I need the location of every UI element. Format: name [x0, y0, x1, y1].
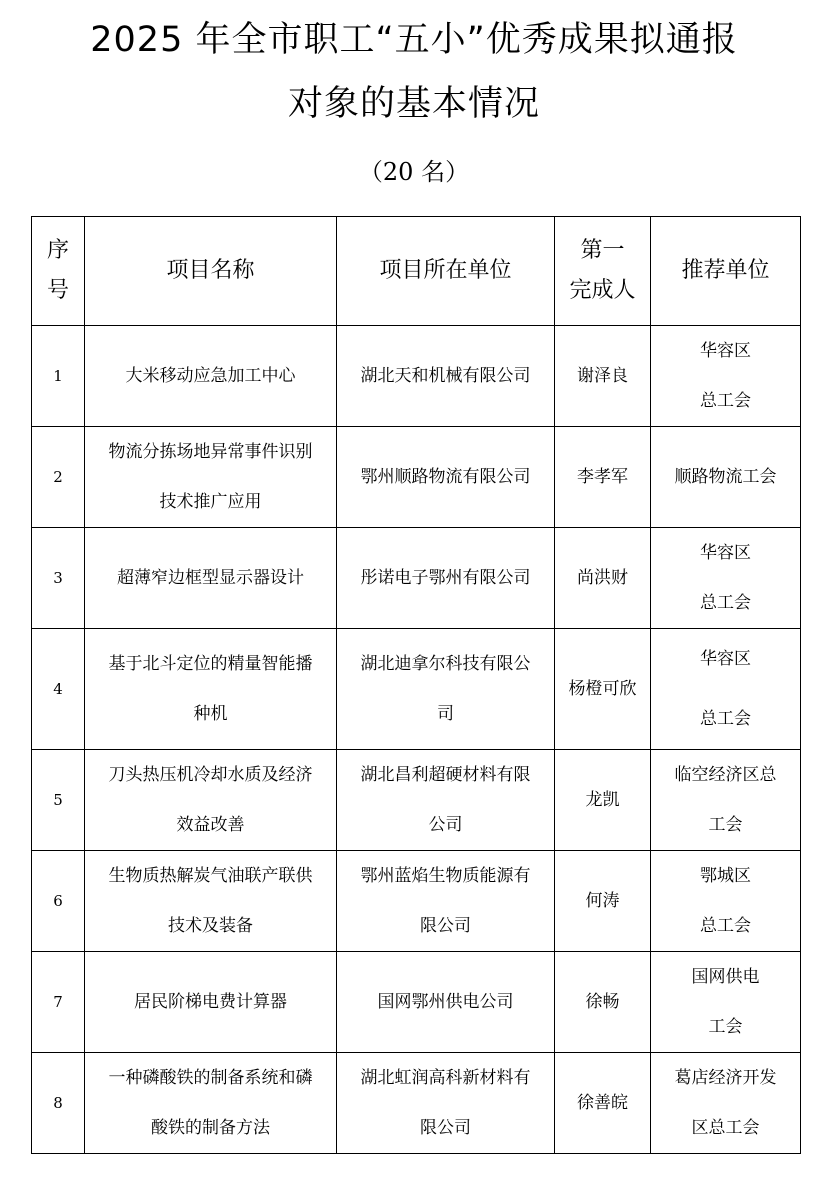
table-row	[32, 851, 801, 952]
project-name-line: 物流分拣场地异常事件识别	[108, 442, 313, 462]
project-unit-line: 湖北虹润高科新材料有	[360, 1068, 531, 1088]
recommender-line: 总工会	[700, 709, 751, 729]
recommender-line: 总工会	[700, 391, 751, 411]
row-number: 7	[32, 952, 85, 1053]
project-unit	[337, 952, 555, 1053]
table-header-row	[32, 217, 801, 326]
header-recommender: 推荐单位	[651, 217, 801, 326]
recommender	[651, 326, 801, 427]
project-name-line: 居民阶梯电费计算器	[134, 992, 287, 1012]
project-name-line: 刀头热压机冷却水质及经济	[108, 765, 313, 785]
recommender-line: 葛店经济开发	[674, 1068, 777, 1088]
recommender	[651, 528, 801, 629]
recommender-line: 华容区	[700, 341, 751, 361]
first-contributor: 尚洪财	[555, 528, 651, 629]
recommender	[651, 427, 801, 528]
row-number: 2	[32, 427, 85, 528]
project-unit-line: 湖北迪拿尔科技有限公	[360, 654, 531, 674]
project-name	[85, 427, 337, 528]
header-seq-line: 号	[46, 278, 69, 303]
recommender-line: 工会	[708, 1017, 743, 1037]
recommender	[651, 851, 801, 952]
recommender-line: 工会	[708, 815, 743, 835]
project-unit-line: 鄂州顺路物流有限公司	[360, 467, 531, 487]
row-number: 6	[32, 851, 85, 952]
recommender	[651, 1053, 801, 1154]
project-unit	[337, 427, 555, 528]
project-name-line: 基于北斗定位的精量智能播	[108, 654, 313, 674]
project-unit-line: 湖北昌利超硬材料有限	[360, 765, 531, 785]
project-name-line: 种机	[193, 704, 228, 724]
header-seq	[32, 217, 85, 326]
first-contributor: 杨橙可欣	[555, 629, 651, 750]
row-number: 3	[32, 528, 85, 629]
recommender-line: 顺路物流工会	[674, 467, 777, 487]
first-contributor: 李孝军	[555, 427, 651, 528]
table-row	[32, 326, 801, 427]
table-row	[32, 1053, 801, 1154]
project-unit-line: 公司	[428, 815, 463, 835]
header-person	[555, 217, 651, 326]
project-unit-line: 鄂州蓝焰生物质能源有	[360, 866, 531, 886]
project-name	[85, 528, 337, 629]
project-name-line: 一种磷酸铁的制备系统和磷	[108, 1068, 313, 1088]
first-contributor: 徐畅	[555, 952, 651, 1053]
table-row	[32, 528, 801, 629]
header-person-line: 第一	[580, 238, 625, 263]
recommender-line: 鄂城区	[700, 866, 751, 886]
recommender-line: 国网供电	[691, 967, 760, 987]
project-name-line: 大米移动应急加工中心	[125, 366, 296, 386]
project-name	[85, 629, 337, 750]
recommender-line: 区总工会	[691, 1118, 760, 1138]
project-name-line: 技术及装备	[168, 916, 253, 936]
row-number: 1	[32, 326, 85, 427]
recommender-line: 总工会	[700, 916, 751, 936]
header-seq-line: 序	[46, 238, 69, 263]
project-name-line: 技术推广应用	[159, 492, 262, 512]
header-person-line: 完成人	[569, 278, 636, 303]
project-unit	[337, 851, 555, 952]
document-title-line-1: 2025 年全市职工“五小”优秀成果拟通报	[90, 20, 738, 60]
row-number: 8	[32, 1053, 85, 1154]
row-number: 4	[32, 629, 85, 750]
header-project: 项目名称	[85, 217, 337, 326]
project-name-line: 生物质热解炭气油联产联供	[108, 866, 313, 886]
project-unit-line: 限公司	[420, 1118, 471, 1138]
project-name	[85, 1053, 337, 1154]
project-unit	[337, 750, 555, 851]
project-unit	[337, 528, 555, 629]
table-row	[32, 750, 801, 851]
project-unit	[337, 326, 555, 427]
table-row	[32, 427, 801, 528]
recommender	[651, 629, 801, 750]
project-unit-line: 司	[437, 704, 454, 724]
recommender-line: 总工会	[700, 593, 751, 613]
recommender-line: 华容区	[700, 543, 751, 563]
row-number: 5	[32, 750, 85, 851]
document-subtitle: （20 名）	[358, 158, 470, 186]
project-name	[85, 326, 337, 427]
table-row	[32, 629, 801, 750]
document-title-line-2: 对象的基本情况	[287, 84, 540, 124]
first-contributor: 龙凯	[555, 750, 651, 851]
project-unit-line: 国网鄂州供电公司	[377, 992, 514, 1012]
recommender-line: 华容区	[700, 649, 751, 669]
first-contributor: 谢泽良	[555, 326, 651, 427]
project-name	[85, 952, 337, 1053]
project-name-line: 酸铁的制备方法	[151, 1118, 270, 1138]
recommender	[651, 952, 801, 1053]
project-name-line: 超薄窄边框型显示器设计	[117, 568, 304, 588]
project-unit	[337, 1053, 555, 1154]
project-name-line: 效益改善	[176, 815, 245, 835]
project-name	[85, 851, 337, 952]
project-unit-line: 彤诺电子鄂州有限公司	[360, 568, 531, 588]
project-unit-line: 湖北天和机械有限公司	[360, 366, 531, 386]
recommender	[651, 750, 801, 851]
project-unit	[337, 629, 555, 750]
project-unit-line: 限公司	[420, 916, 471, 936]
recommender-line: 临空经济区总	[674, 765, 777, 785]
first-contributor: 何涛	[555, 851, 651, 952]
results-table	[31, 216, 801, 1154]
header-unit: 项目所在单位	[337, 217, 555, 326]
first-contributor: 徐善皖	[555, 1053, 651, 1154]
table-row	[32, 952, 801, 1053]
project-name	[85, 750, 337, 851]
